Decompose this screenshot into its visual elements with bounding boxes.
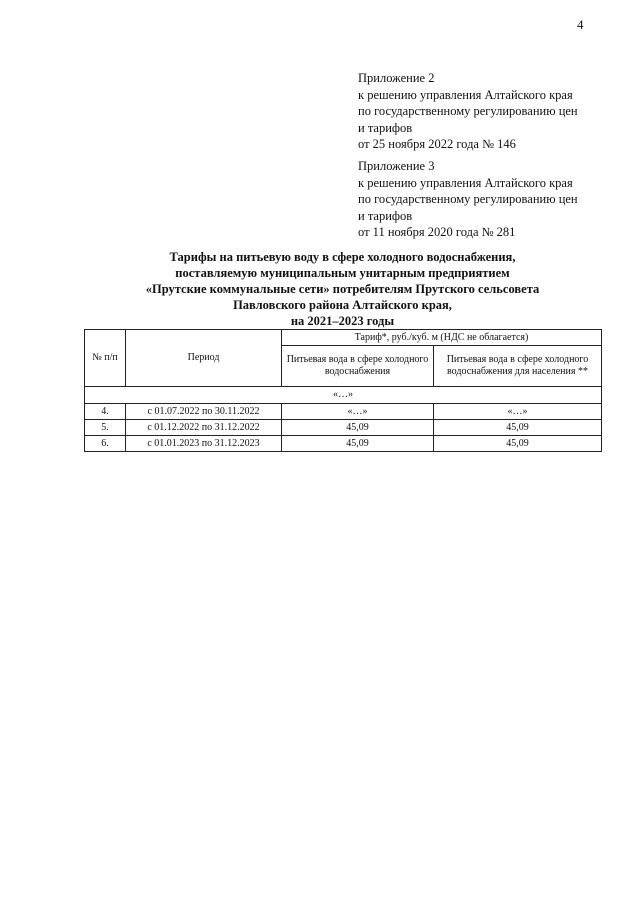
title-line: «Прутские коммунальные сети» потребителям Прутского сельсовета [145, 282, 540, 296]
cell-col-a: 45,09 [282, 420, 434, 436]
appendix-3-line: от 11 ноября 2020 года № 281 [358, 225, 516, 239]
header-period: Период [126, 330, 282, 387]
cell-num: 4. [85, 404, 126, 420]
appendix-2-line: Приложение 2 [358, 71, 435, 85]
appendix-2-line: и тарифов [358, 120, 413, 135]
cell-period: с 01.07.2022 по 30.11.2022 [126, 404, 282, 420]
cell-period: с 01.12.2022 по 31.12.2022 [126, 420, 282, 436]
cell-col-a: «…» [282, 404, 434, 420]
header-col-a: Питьевая вода в сфере холодного водоснабжения [282, 346, 434, 387]
header-col-b: Питьевая вода в сфере холодного водоснабжения для населения ** [434, 346, 602, 387]
appendix-2-line: к решению управления Алтайского края [358, 87, 573, 102]
appendix-3-block [358, 158, 618, 241]
table-row [85, 436, 602, 452]
table-row [85, 420, 602, 436]
cell-col-b: «…» [434, 404, 602, 420]
title-line: поставляемую муниципальным унитарным предприятием [175, 266, 510, 280]
header-num: № п/п [85, 330, 126, 387]
cell-num: 5. [85, 420, 126, 436]
title-line: Тарифы на питьевую воду в сфере холодного водоснабжения, [169, 250, 516, 264]
cell-num: 6. [85, 436, 126, 452]
ellipsis-cell: «…» [85, 387, 602, 404]
table-row [85, 404, 602, 420]
appendix-3-line: к решению управления Алтайского края [358, 175, 573, 190]
title-line: на 2021–2023 годы [290, 314, 395, 328]
appendix-3-line: и тарифов [358, 208, 413, 223]
table-ellipsis-row [85, 387, 602, 404]
appendix-2-line: от 25 ноября 2022 года № 146 [358, 137, 516, 151]
cell-col-b: 45,09 [434, 436, 602, 452]
cell-col-b: 45,09 [434, 420, 602, 436]
cell-col-a: 45,09 [282, 436, 434, 452]
tariff-table [84, 329, 602, 452]
appendix-2-line: по государственному регулированию цен [358, 104, 578, 118]
appendix-3-line: по государственному регулированию цен [358, 192, 578, 206]
cell-period: с 01.01.2023 по 31.12.2023 [126, 436, 282, 452]
document-title [84, 249, 601, 329]
appendix-3-line: Приложение 3 [358, 159, 435, 173]
page-number: 4 [577, 17, 584, 32]
appendix-2-block [358, 70, 618, 153]
title-line: Павловского района Алтайского края, [233, 298, 452, 312]
table-header-row [85, 330, 602, 346]
header-tariff-group: Тариф*, руб./куб. м (НДС не облагается) [282, 330, 602, 346]
